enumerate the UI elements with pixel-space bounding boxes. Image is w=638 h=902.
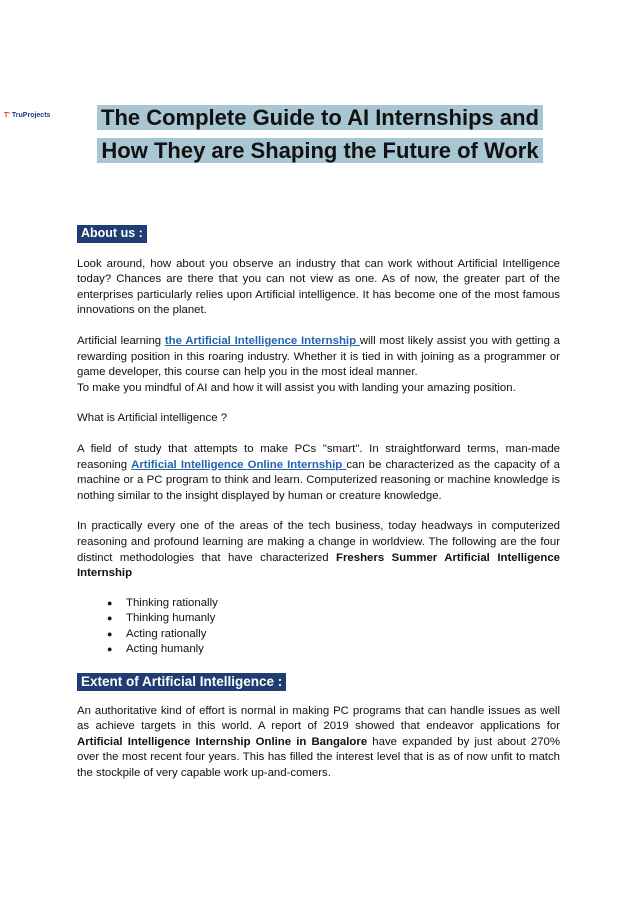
ai-internship-link[interactable]: the Artificial Intelligence Internship	[164, 334, 360, 347]
definition-paragraph-lead: A field of study that attempts to make PCs "smart". In straightforward terms, man-made reasoning	[77, 442, 560, 471]
list-item: ● Thinking rationally	[107, 596, 560, 612]
freshers-internship-bold: Freshers Summer Artificial Intelligence Internship	[77, 551, 560, 580]
list-item: ● Thinking humanly	[107, 611, 560, 627]
bangalore-internship-bold: Artificial Intelligence Internship Online in Bangalore	[77, 735, 368, 748]
article-body	[77, 225, 560, 782]
ai-online-internship-link[interactable]: Artificial Intelligence Online Internship	[131, 458, 347, 471]
list-item: ● Acting humanly	[107, 642, 560, 658]
what-is-ai-question: What is Artificial intelligence ?	[77, 412, 228, 425]
approaches-paragraph-lead: In practically every one of the areas of the tech business, today headways in computerized reasoning and profound learning are making a change in worldview. The following are the four distinct methodologies that have characterized	[77, 520, 560, 564]
section-heading-extent: Extent of Artificial Intelligence :	[77, 673, 286, 691]
truprojects-logo	[4, 111, 50, 120]
internship-paragraph-rest: will most likely assist you with getting a rewarding position in this roaring industry. Whether it is tied in with joining as a programmer or game developer, this course can help you in the most ideal manner.	[77, 334, 561, 379]
about-paragraph: Look around, how about you observe an industry that can work without Artificial Intelligence today? Chances are there that you can not view as one. As of now, the greater part of the enterprises particularly relies upon Artificial intelligence. It has become one of the most famous innovations on the planet.	[77, 257, 560, 317]
logo-text: TruProjects	[11, 112, 51, 119]
internship-paragraph-lead: Artificial learning	[77, 334, 165, 347]
internship-paragraph	[77, 334, 560, 381]
definition-paragraph-rest: can be characterized as the capacity of a machine or a PC program to think and learn. Computerized reasoning or machine knowledge is nothing similar to the insight displayed by human or creature knowledge.	[77, 458, 560, 502]
logo-mark: T'	[4, 112, 10, 119]
extent-paragraph	[77, 704, 560, 782]
mindful-line: To make you mindful of AI and how it will assist you with landing your amazing position.	[77, 381, 516, 394]
approaches-list	[77, 596, 560, 658]
extent-paragraph-rest: have expanded by just about 270% over the most recent four years. This has filled the interest level that is as of now unfit to match the stockpile of very capable work up-and-comers.	[77, 735, 560, 780]
section-heading-about: About us :	[77, 225, 147, 243]
page-title-text: The Complete Guide to AI Internships and How They are Shaping the Future of Work	[97, 105, 543, 163]
page-title	[80, 101, 560, 167]
list-item: ● Acting rationally	[107, 627, 560, 643]
extent-paragraph-lead: An authoritative kind of effort is normal in making PC programs that can handle issues as well as achieve targets in this world. A report of 2019 showed that endeavor applications for	[77, 704, 560, 733]
approaches-paragraph	[77, 519, 560, 581]
definition-paragraph	[77, 442, 560, 504]
